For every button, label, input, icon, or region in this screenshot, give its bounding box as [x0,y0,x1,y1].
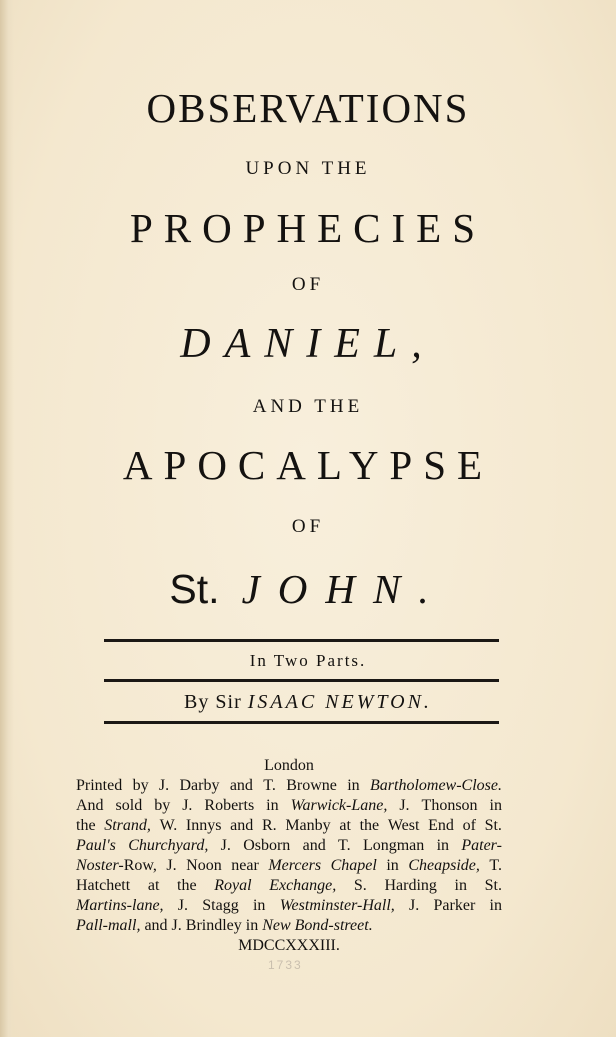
title-daniel: DANIEL, [180,321,436,367]
imprint-word [285,816,330,836]
imprint-word [76,796,104,816]
imprint-word [370,776,502,796]
imprint-word [159,776,169,796]
imprint-text: sold [115,797,143,814]
imprint-word [266,796,278,816]
imprint-word [243,836,290,856]
imprint-word [182,796,192,816]
imprint-text: J. [182,797,193,814]
imprint-word [186,856,222,876]
imprint-text: Noon [186,857,222,874]
imprint-italic-text: Bartholomew-Close. [370,777,502,794]
imprint-text: near [231,857,259,874]
imprint-italic-text: New Bond-street. [262,917,373,934]
imprint-word [76,876,130,896]
imprint-text: Innys [185,817,222,834]
imprint-word [154,796,170,816]
imprint-text: J. [409,897,420,914]
imprint-word [104,816,151,836]
imprint-text: End [428,817,454,834]
imprint-word [186,816,222,836]
imprint-word [204,796,254,816]
title-st: St. [169,566,220,612]
imprint-word [399,796,409,816]
imprint-text: Parker [433,897,476,914]
imprint-italic-text: Royal [214,877,252,894]
imprint-text: Darby [179,777,220,794]
imprint-word [221,836,231,856]
imprint-text: R. [261,817,277,834]
imprint-italic-text: Paul's [76,837,116,854]
imprint-word [428,816,454,836]
imprint-word [461,836,502,856]
imprint-word [76,776,122,796]
imprint-text: T. [338,837,351,854]
imprint-word [286,776,337,796]
title-john: JOHN. [241,566,447,612]
imprint-word [263,776,276,796]
imprint-word [331,856,377,876]
imprint-word [128,836,208,856]
imprint-word [455,876,467,896]
imprint-italic-text: Noster- [76,857,124,874]
imprint-text: T. [263,777,276,794]
rule-bottom [104,721,499,724]
imprint-text: T. [489,857,502,874]
imprint-word [148,876,160,896]
imprint-text: Harding [384,877,437,894]
imprint-word [231,856,259,876]
author-name: ISAAC NEWTON. [247,691,432,713]
imprint-text: S. [353,877,367,894]
imprint-line-8 [76,916,502,936]
imprint-line-3 [76,816,502,836]
author-line [0,689,616,715]
imprint-italic-text: Pall-mall, [76,917,141,934]
imprint-word [178,896,188,916]
imprint-text: of [462,817,476,834]
imprint-word [437,836,449,856]
imprint-word [422,796,478,816]
imprint-word [179,776,219,796]
imprint-text: and [230,817,254,834]
imprint-text: by [132,777,149,794]
title-observations: OBSERVATIONS [146,85,470,131]
title-of-1: OF [291,274,325,295]
imprint-word [463,816,476,836]
imprint-text: and [302,837,326,854]
imprint-text: in [266,797,279,814]
imprint-line-2 [76,796,502,816]
imprint-word [177,876,197,896]
imprint-text: in [489,897,502,914]
imprint-word [166,856,176,876]
imprint-word [490,796,502,816]
imprint-italic-text: Martins-lane, [76,897,164,914]
imprint-word [214,876,251,896]
imprint-date-line [76,936,502,956]
imprint-text: West [387,817,420,834]
imprint-word [384,876,436,896]
imprint-word [338,836,351,856]
imprint-word [388,816,420,836]
imprint-word [409,896,419,916]
imprint-italic-text: Westminster-Hall, [279,897,395,914]
imprint-word [76,836,116,856]
imprint-text: Roberts [204,797,255,814]
imprint-word [76,816,96,836]
imprint-line-6 [76,876,502,896]
imprint-text: Thonson [421,797,478,814]
imprint-text: at [339,817,351,834]
imprint-text: the [177,877,197,894]
title-and-the: AND THE [252,396,364,417]
imprint-text: Hatchett [76,877,131,894]
imprint-word [291,796,388,816]
imprint-line-7 [76,896,502,916]
imprint-text: J. [158,777,170,794]
imprint-word [490,896,502,916]
imprint-text: St. [484,877,502,894]
title-upon-the: UPON THE [245,158,371,179]
imprint-text: in [454,877,467,894]
imprint-word [160,816,178,836]
imprint-word [133,776,149,796]
imprint-word [485,816,502,836]
imprint-text: And [76,797,104,814]
imprint-text: Osborn [243,837,291,854]
imprint-word [347,776,359,796]
imprint-word [303,836,326,856]
imprint-word [230,816,253,836]
imprint-text: J. [177,897,189,914]
imprint-word [268,856,321,876]
imprint-text: in [436,837,450,854]
imprint-word [253,896,265,916]
imprint-text: J. [166,857,177,874]
imprint-place-text: London [264,757,314,774]
imprint-word [76,896,164,916]
imprint-line-1 [76,776,502,796]
imprint-italic-text: Pater- [461,837,502,854]
imprint-text: and [229,777,253,794]
rule-middle [104,679,499,682]
imprint-word [76,856,157,876]
imprint-word [408,856,480,876]
imprint-text: in [489,797,502,814]
imprint-italic-text: Exchange, [269,877,337,894]
imprint-word [434,896,476,916]
imprint-text: St. [484,817,502,834]
imprint-word [489,856,502,876]
imprint-text: in [252,897,266,914]
imprint-date: MDCCXXXIII. [238,937,340,954]
pencil-annotation: 1733 [268,958,303,972]
imprint-word [363,836,424,856]
imprint-text: Browne [286,777,337,794]
in-two-parts: In Two Parts. [249,651,367,670]
imprint-text: the [359,817,380,834]
imprint-text: J. [220,837,231,854]
imprint-text: Row, [123,857,157,874]
imprint-italic-text: Chapel [330,857,377,874]
imprint-word [386,856,398,876]
imprint-block [76,756,502,956]
imprint-text: Longman [362,837,425,854]
title-prophecies: PROPHECIES [129,205,487,251]
imprint-italic-text: Strand, [104,817,151,834]
imprint-word [485,876,502,896]
imprint-text: the [76,817,96,834]
imprint-italic-text: Churchyard, [128,837,209,854]
imprint-word [116,796,143,816]
imprint-word [339,816,351,836]
imprint-word [360,816,380,836]
title-apocalypse: APOCALYPSE [122,442,494,488]
imprint-word [269,876,336,896]
imprint-word [354,876,367,896]
imprint-line-4 [76,836,502,856]
imprint-text: in [386,857,399,874]
imprint-italic-text: Mercers [268,857,322,874]
imprint-text: Printed [76,777,123,794]
imprint-text: W. [159,817,178,834]
rule-top [104,639,499,642]
title-st-john [0,564,616,614]
imprint-line-5 [76,856,502,876]
imprint-text: Stagg [202,897,239,914]
imprint-text: J. [399,797,410,814]
imprint-italic-text: Cheapside, [408,857,480,874]
imprint-text: by [154,797,171,814]
imprint-text: Manby [285,817,331,834]
imprint-word [202,896,238,916]
imprint-text: and J. Brindley in [140,917,263,934]
imprint-word [262,816,277,836]
imprint-text: at [147,877,160,894]
author-prefix: By Sir [184,691,242,713]
imprint-word [280,896,395,916]
title-of-2: OF [291,516,325,537]
imprint-italic-text: Warwick-Lane, [290,797,388,814]
imprint-text: in [347,777,360,794]
imprint-word [230,776,253,796]
imprint-place [76,756,502,776]
